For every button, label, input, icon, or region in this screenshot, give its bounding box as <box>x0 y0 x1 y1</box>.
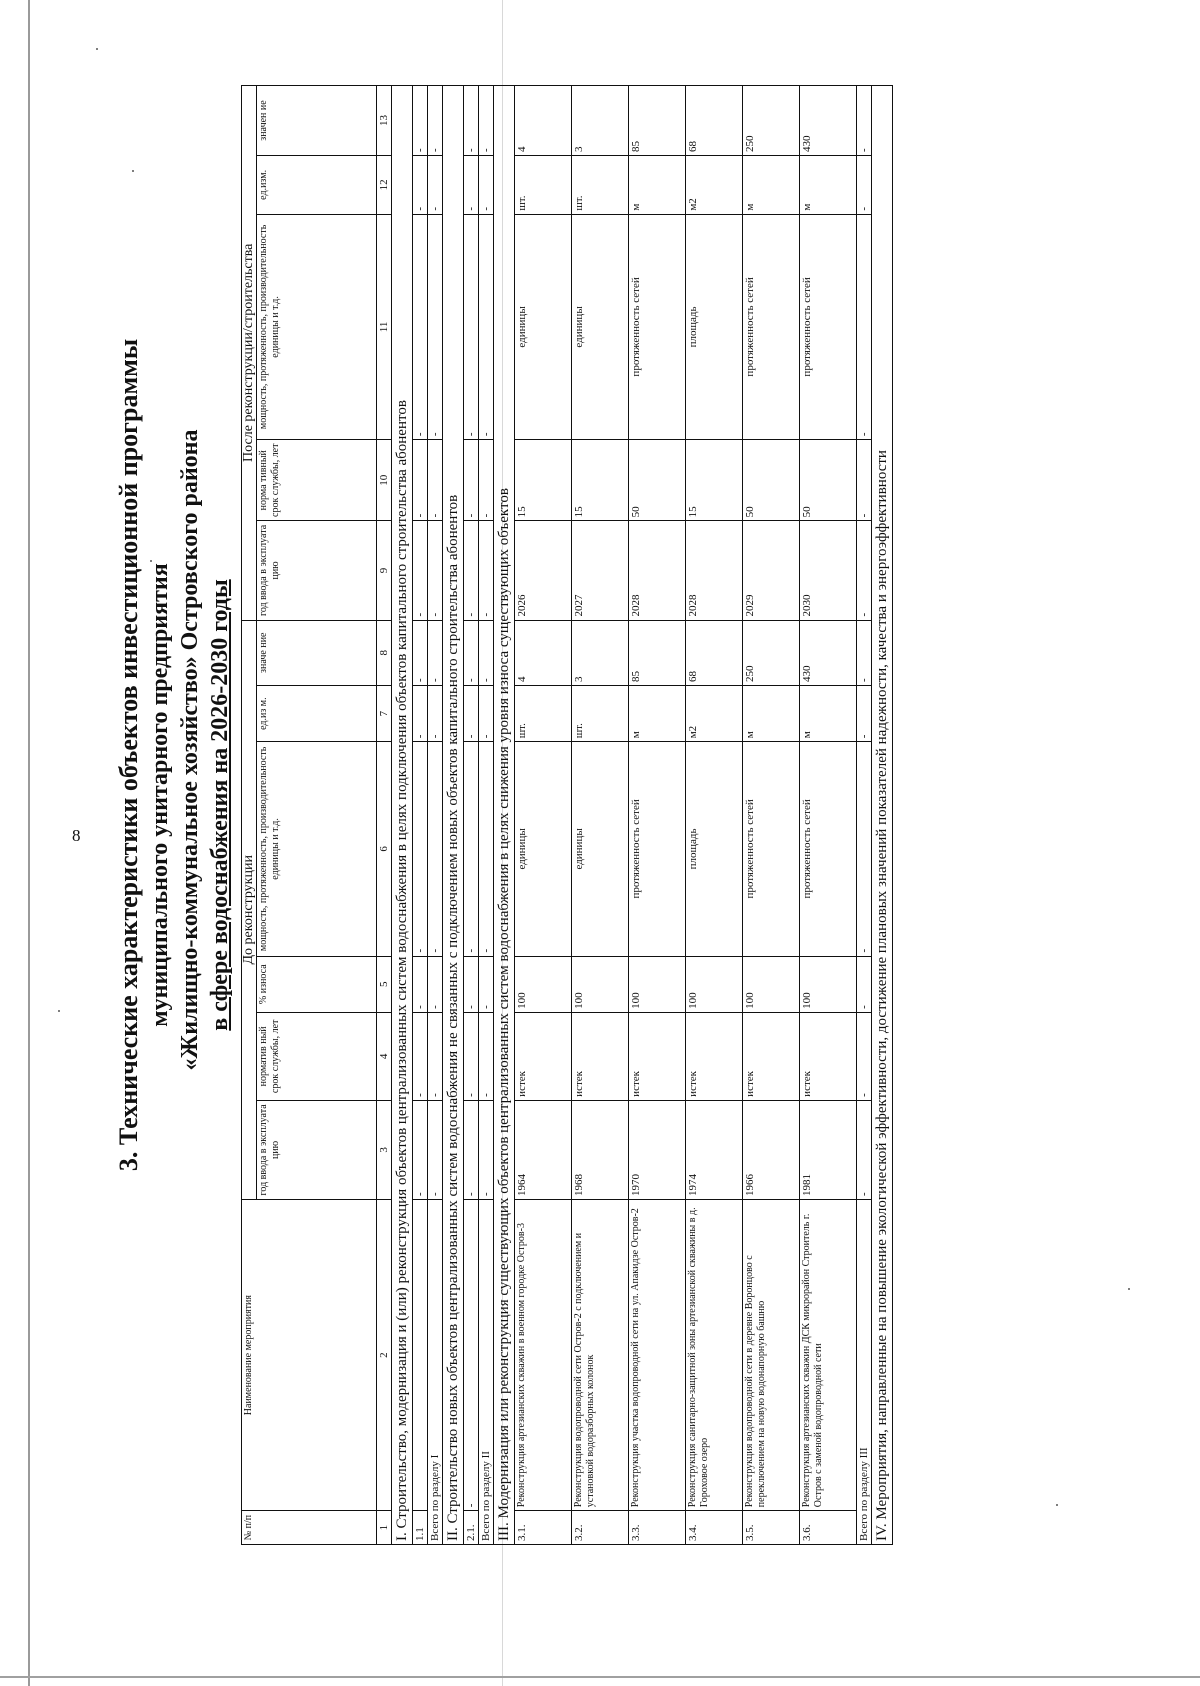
section-3-total: Всего по разделу III <box>857 1200 872 1545</box>
section-3-title: III. Модернизация или реконструкция существующих объектов централизованных систем водоснабжения в целях снижения уровня износа существующих объектов <box>494 86 515 1545</box>
scan-edge <box>28 0 30 1686</box>
header-before: До реконструкции <box>242 620 257 1199</box>
row-number: 2.1. <box>464 1511 479 1545</box>
cell-dash: - <box>857 1100 872 1199</box>
cell-dash: - <box>479 956 494 1012</box>
section-title-row <box>494 86 515 1545</box>
column-number: 8 <box>377 620 392 685</box>
header-value-after: значен ие <box>257 86 377 156</box>
activity-name: Реконструкция участка водопроводной сети на ул. Апакидзе Остров-2 <box>629 1200 686 1511</box>
activity-name: Реконструкция санитарно-защитной зоны артезианской скважины в д. Гороховое озеро <box>686 1200 743 1511</box>
service-life-after: 50 <box>800 440 857 521</box>
header-capacity-before: мощность, протяженность, производительность единицы и т.д. <box>257 742 377 956</box>
year-after: 2028 <box>686 521 743 620</box>
cell-dash: - <box>479 620 494 685</box>
cell-dash: - <box>464 742 479 956</box>
service-life-before: истек <box>515 1012 572 1100</box>
capacity-after: протяженность сетей <box>800 214 857 439</box>
section-title-row <box>872 86 893 1545</box>
unit-after: шт. <box>515 156 572 215</box>
table-row <box>572 86 629 1545</box>
cell-dash: - <box>479 1012 494 1100</box>
header-life-after: норма тивный срок службы, лет <box>257 440 377 521</box>
section-total-row <box>479 86 494 1545</box>
cell-dash: - <box>479 1100 494 1199</box>
activity-name: Реконструкция водопроводной сети в деревне Воронцово с переключением на новую водонапорную башню <box>743 1200 800 1511</box>
cell-dash: - <box>428 214 443 439</box>
service-life-after: 15 <box>572 440 629 521</box>
cell-dash: - <box>428 1100 443 1199</box>
header-name: Наименование мероприятия <box>242 1200 377 1511</box>
header-after: После реконструкции/строительства <box>242 86 257 621</box>
column-number: 11 <box>377 214 392 439</box>
section-1-total: Всего по разделу I <box>428 1200 443 1545</box>
column-number-row <box>377 86 392 1545</box>
year-after: 2028 <box>629 521 686 620</box>
cell-dash: - <box>428 620 443 685</box>
row-number: 3.1. <box>515 1511 572 1545</box>
value-after: 3 <box>572 86 629 156</box>
year-before: 1964 <box>515 1100 572 1199</box>
cell-dash: - <box>413 521 428 620</box>
section-title-row <box>392 86 413 1545</box>
header-capacity-after: мощность, протяженность, производительность единицы и т.д. <box>257 214 377 439</box>
activity-name: Реконструкция артезианских скважин ДСК микрорайон Строитель г. Остров с заменой водопроводной сети <box>800 1200 857 1511</box>
value-before: 430 <box>800 620 857 685</box>
column-number: 9 <box>377 521 392 620</box>
cell-dash: - <box>413 956 428 1012</box>
column-number: 6 <box>377 742 392 956</box>
section-title-row <box>443 86 464 1545</box>
row-number: 3.6. <box>800 1511 857 1545</box>
value-before: 250 <box>743 620 800 685</box>
cell-dash: - <box>857 1012 872 1100</box>
cell-dash: - <box>428 521 443 620</box>
cell-dash: - <box>413 214 428 439</box>
table-row <box>515 86 572 1545</box>
wear-percent: 100 <box>800 956 857 1012</box>
technical-characteristics-table <box>241 85 893 1545</box>
cell-dash: - <box>413 1100 428 1199</box>
header-wear-before: % износа <box>257 956 377 1012</box>
unit-after: м <box>743 156 800 215</box>
unit-before: м <box>800 685 857 741</box>
cell-dash: - <box>464 1012 479 1100</box>
capacity-after: единицы <box>515 214 572 439</box>
unit-after: м <box>800 156 857 215</box>
year-before: 1970 <box>629 1100 686 1199</box>
scan-edge <box>0 1676 1200 1678</box>
column-number: 7 <box>377 685 392 741</box>
cell-dash: - <box>413 1012 428 1100</box>
wear-percent: 100 <box>686 956 743 1012</box>
table-row <box>464 86 479 1545</box>
value-after: 430 <box>800 86 857 156</box>
cell-dash: - <box>413 620 428 685</box>
table-row <box>686 86 743 1545</box>
row-number: 3.5. <box>743 1511 800 1545</box>
column-number: 4 <box>377 1012 392 1100</box>
service-life-before: истек <box>629 1012 686 1100</box>
year-before: 1981 <box>800 1100 857 1199</box>
section-1-title: I. Строительство, модернизация и (или) реконструкция объектов централизованных систем водоснабжения в целях подключения объектов капитального строительства абонентов <box>392 86 413 1545</box>
capacity-before: протяженность сетей <box>800 742 857 956</box>
cell-dash: - <box>857 440 872 521</box>
capacity-before: единицы <box>515 742 572 956</box>
capacity-before: площадь <box>686 742 743 956</box>
row-number: 3.3. <box>629 1511 686 1545</box>
cell-dash: - <box>413 86 428 156</box>
unit-after: шт. <box>572 156 629 215</box>
cell-dash: - <box>428 86 443 156</box>
title-line-3: «Жилищно-коммунальное хозяйство» Островского района <box>177 429 203 1071</box>
cell-dash: - <box>857 685 872 741</box>
section-2-total: Всего по разделу II <box>479 1200 494 1545</box>
title-line-4: в сфере водоснабжения на 2026-2030 годы <box>207 579 233 1031</box>
capacity-after: протяженность сетей <box>629 214 686 439</box>
capacity-after: площадь <box>686 214 743 439</box>
cell-dash: - <box>413 156 428 215</box>
year-after: 2029 <box>743 521 800 620</box>
cell-dash: - <box>428 685 443 741</box>
service-life-after: 15 <box>515 440 572 521</box>
header-unit-after: ед.изм. <box>257 156 377 215</box>
cell-dash: - <box>857 620 872 685</box>
cell-dash: - <box>857 742 872 956</box>
section-2-title: II. Строительство новых объектов централизованных систем водоснабжения не связанных с подключением новых объектов капитального строительства абонентов <box>443 86 464 1545</box>
cell-dash: - <box>413 685 428 741</box>
cell-dash: - <box>464 620 479 685</box>
cell-dash: - <box>413 742 428 956</box>
column-number: 3 <box>377 1100 392 1199</box>
cell-dash: - <box>479 742 494 956</box>
service-life-before: истек <box>572 1012 629 1100</box>
unit-before: м <box>629 685 686 741</box>
wear-percent: 100 <box>572 956 629 1012</box>
table-row <box>629 86 686 1545</box>
column-number: 13 <box>377 86 392 156</box>
rotated-page-content <box>113 65 1113 1585</box>
header-year-after: год ввода в эксплуата цию <box>257 521 377 620</box>
value-after: 85 <box>629 86 686 156</box>
section-4-title: IV. Мероприятия, направленные на повышение экологической эффективности, достижение плановых значений показателей надежности, качества и энергоэффективности <box>872 86 893 1545</box>
table-row <box>800 86 857 1545</box>
unit-after: м2 <box>686 156 743 215</box>
cell-dash: - <box>464 156 479 215</box>
service-life-before: истек <box>800 1012 857 1100</box>
scan-speck <box>96 48 98 50</box>
wear-percent: 100 <box>629 956 686 1012</box>
unit-before: м2 <box>686 685 743 741</box>
unit-before: шт. <box>572 685 629 741</box>
cell-dash: - <box>857 214 872 439</box>
capacity-before: единицы <box>572 742 629 956</box>
wear-percent: 100 <box>743 956 800 1012</box>
title-line-2: муниципального унитарного предприятия <box>147 563 173 1027</box>
section-total-row <box>428 86 443 1545</box>
header-year-before: год ввода в эксплуата цию <box>257 1100 377 1199</box>
value-before: 68 <box>686 620 743 685</box>
value-before: 3 <box>572 620 629 685</box>
service-life-before: истек <box>743 1012 800 1100</box>
cell-dash: - <box>857 156 872 215</box>
cell-dash: - <box>413 440 428 521</box>
page-number: 8 <box>72 826 81 845</box>
header-life-before: норматив ный срок службы, лет <box>257 1012 377 1100</box>
service-life-after: 15 <box>686 440 743 521</box>
cell-dash: - <box>428 156 443 215</box>
row-number: 1.1 <box>413 1511 428 1545</box>
capacity-before: протяженность сетей <box>743 742 800 956</box>
year-before: 1968 <box>572 1100 629 1199</box>
table-row <box>413 86 428 1545</box>
column-number: 10 <box>377 440 392 521</box>
cell-dash: - <box>479 214 494 439</box>
cell-dash: - <box>428 440 443 521</box>
value-after: 250 <box>743 86 800 156</box>
cell-dash <box>413 1200 428 1511</box>
cell-dash: - <box>464 214 479 439</box>
activity-name: Реконструкция водопроводной сети Остров-2 с подключением и установкой водоразборных колонок <box>572 1200 629 1511</box>
activity-name: Реконструкция артезианских скважин в военном городке Остров-3 <box>515 1200 572 1511</box>
column-number: 12 <box>377 156 392 215</box>
value-before: 4 <box>515 620 572 685</box>
cell-dash: - <box>428 1012 443 1100</box>
wear-percent: 100 <box>515 956 572 1012</box>
header-unit-before: ед.из м. <box>257 685 377 741</box>
value-before: 85 <box>629 620 686 685</box>
cell-dash: - <box>428 956 443 1012</box>
header-num: № п/п <box>242 1511 377 1545</box>
service-life-before: истек <box>686 1012 743 1100</box>
cell-dash: - <box>857 956 872 1012</box>
value-after: 4 <box>515 86 572 156</box>
cell-dash: - <box>479 156 494 215</box>
value-after: 68 <box>686 86 743 156</box>
unit-before: шт. <box>515 685 572 741</box>
capacity-before: протяженность сетей <box>629 742 686 956</box>
capacity-after: протяженность сетей <box>743 214 800 439</box>
service-life-after: 50 <box>629 440 686 521</box>
cell-dash: - <box>479 86 494 156</box>
cell-dash: - <box>428 742 443 956</box>
column-number: 1 <box>377 1511 392 1545</box>
title-line-1: 3. Технические характеристики объектов инвестиционной программы <box>114 338 143 1172</box>
section-total-row <box>857 86 872 1545</box>
cell-dash: - <box>464 86 479 156</box>
document-title <box>113 65 235 1585</box>
table-row <box>743 86 800 1545</box>
cell-dash: - <box>464 440 479 521</box>
column-number: 2 <box>377 1200 392 1511</box>
row-number: 3.2. <box>572 1511 629 1545</box>
unit-before: м <box>743 685 800 741</box>
cell-dash: - <box>857 86 872 156</box>
cell-dash: - <box>857 521 872 620</box>
column-number: 5 <box>377 956 392 1012</box>
service-life-after: 50 <box>743 440 800 521</box>
year-before: 1974 <box>686 1100 743 1199</box>
cell-dash: - <box>479 440 494 521</box>
table-header-row <box>242 86 257 1545</box>
row-number: 3.4. <box>686 1511 743 1545</box>
year-before: 1966 <box>743 1100 800 1199</box>
header-value-before: значе ние <box>257 620 377 685</box>
cell-dash: - <box>464 1200 479 1511</box>
year-after: 2030 <box>800 521 857 620</box>
unit-after: м <box>629 156 686 215</box>
cell-dash: - <box>464 521 479 620</box>
scan-speck <box>58 1010 60 1012</box>
year-after: 2027 <box>572 521 629 620</box>
cell-dash: - <box>464 685 479 741</box>
scan-speck <box>1128 1288 1130 1290</box>
capacity-after: единицы <box>572 214 629 439</box>
cell-dash: - <box>479 521 494 620</box>
cell-dash: - <box>464 1100 479 1199</box>
cell-dash: - <box>479 685 494 741</box>
year-after: 2026 <box>515 521 572 620</box>
cell-dash: - <box>464 956 479 1012</box>
